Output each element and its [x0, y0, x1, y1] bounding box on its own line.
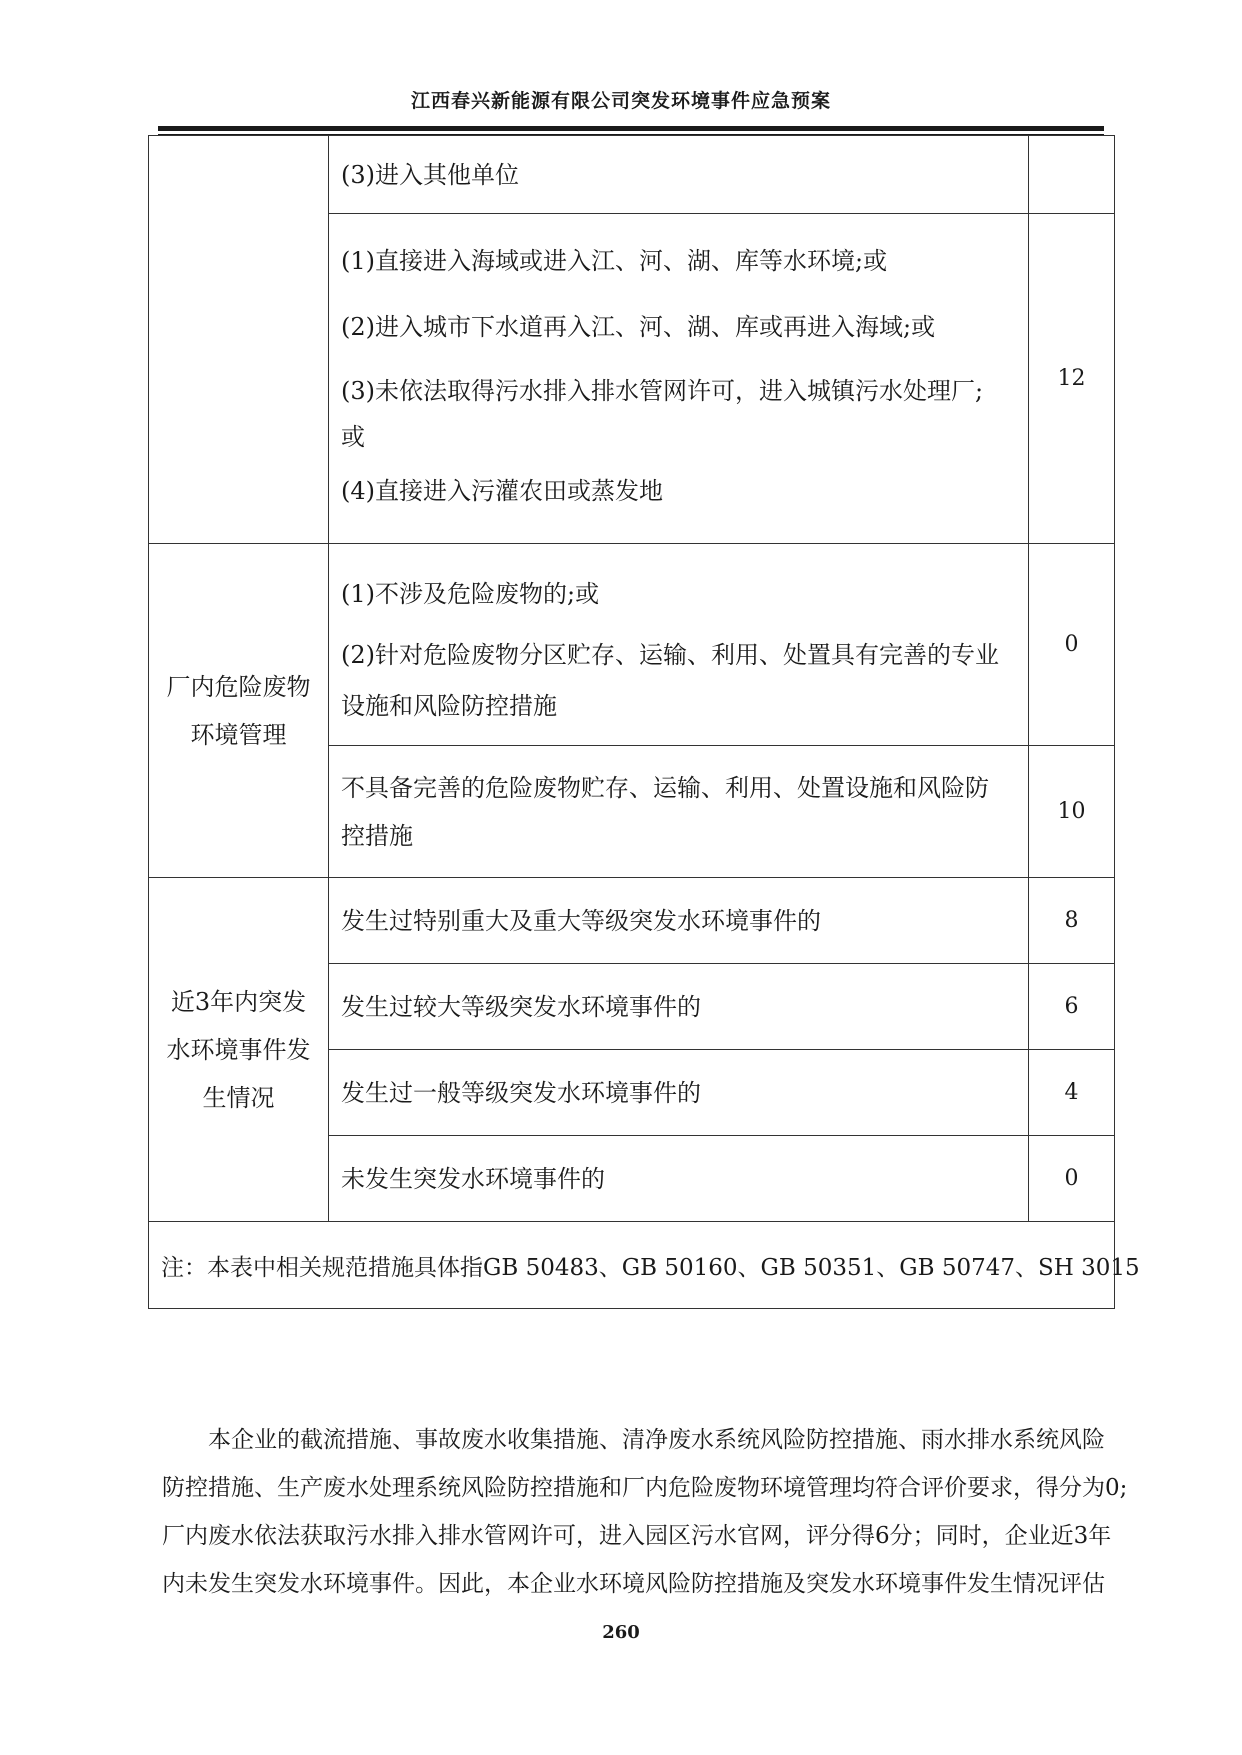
criteria-line: 发生过特别重大及重大等级突发水环境事件的 [341, 906, 821, 935]
score-cell: 8 [1029, 878, 1115, 964]
score-cell: 12 [1029, 214, 1115, 544]
table-row [149, 544, 1115, 746]
criteria-cell [329, 1136, 1029, 1222]
body-paragraph [162, 1416, 1128, 1608]
criteria-line: 不具备完善的危险废物贮存、运输、利用、处置设施和风险防 [341, 773, 989, 802]
criteria-line: (2)进入城市下水道再入江、河、湖、库或再进入海域;或 [341, 312, 936, 341]
paragraph-line: 厂内废水依法获取污水排入排水管网许可，进入园区污水官网，评分得6分；同时，企业近3年 [162, 1523, 1112, 1549]
scoring-table [148, 135, 1140, 1309]
criteria-cell [329, 214, 1029, 544]
criteria-cell [329, 964, 1029, 1050]
criteria-line: (2)针对危险废物分区贮存、运输、利用、处置具有完善的专业 [341, 640, 999, 669]
criteria-cell [329, 746, 1029, 878]
page-number: 260 [602, 1622, 640, 1643]
category-line: 环境管理 [190, 720, 287, 749]
criteria-cell [329, 878, 1029, 964]
criteria-cell [329, 1050, 1029, 1136]
category-cell [149, 878, 329, 1222]
paragraph-line: 本企业的截流措施、事故废水收集措施、清净废水系统风险防控措施、雨水排水系统风险 [208, 1427, 1105, 1453]
criteria-line: (1)直接进入海域或进入江、河、湖、库等水环境;或 [341, 246, 888, 275]
criteria-line: (4)直接进入污灌农田或蒸发地 [341, 476, 663, 505]
category-cell-empty [149, 136, 329, 544]
table-row [149, 136, 1115, 214]
category-line: 近3年内突发 [170, 987, 307, 1016]
criteria-line: 设施和风险防控措施 [341, 691, 557, 720]
page-header-title: 江西春兴新能源有限公司突发环境事件应急预案 [410, 90, 831, 112]
paragraph-line: 内未发生突发水环境事件。因此，本企业水环境风险防控措施及突发水环境事件发生情况评估 [162, 1571, 1105, 1597]
table-note-row [149, 1222, 1115, 1309]
header-rule-thick [158, 126, 1104, 131]
category-line: 水环境事件发 [166, 1035, 311, 1064]
score-cell: 0 [1029, 1136, 1115, 1222]
score-cell [1029, 136, 1115, 214]
criteria-line: (3)未依法取得污水排入排水管网许可，进入城镇污水处理厂; [341, 376, 984, 405]
paragraph-line: 防控措施、生产废水处理系统风险防控措施和厂内危险废物环境管理均符合评价要求，得分为0; [162, 1475, 1128, 1501]
criteria-line: 未发生突发水环境事件的 [341, 1164, 605, 1193]
table-row [149, 878, 1115, 964]
criteria-line: (3)进入其他单位 [341, 160, 519, 189]
criteria-line: (1)不涉及危险废物的;或 [341, 579, 600, 608]
criteria-line: 发生过一般等级突发水环境事件的 [341, 1078, 701, 1107]
category-line: 厂内危险废物 [166, 672, 311, 701]
criteria-cell [329, 136, 1029, 214]
criteria-cell [329, 544, 1029, 746]
score-cell: 4 [1029, 1050, 1115, 1136]
table-note: 注：本表中相关规范措施具体指GB 50483、GB 50160、GB 50351、GB 50747、SH 3015 [149, 1222, 1115, 1309]
score-cell: 6 [1029, 964, 1115, 1050]
category-cell [149, 544, 329, 878]
criteria-line: 发生过较大等级突发水环境事件的 [341, 992, 701, 1021]
criteria-line: 或 [341, 422, 365, 451]
score-cell: 0 [1029, 544, 1115, 746]
category-line: 生情况 [202, 1083, 275, 1112]
criteria-line: 控措施 [341, 821, 413, 850]
score-cell: 10 [1029, 746, 1115, 878]
